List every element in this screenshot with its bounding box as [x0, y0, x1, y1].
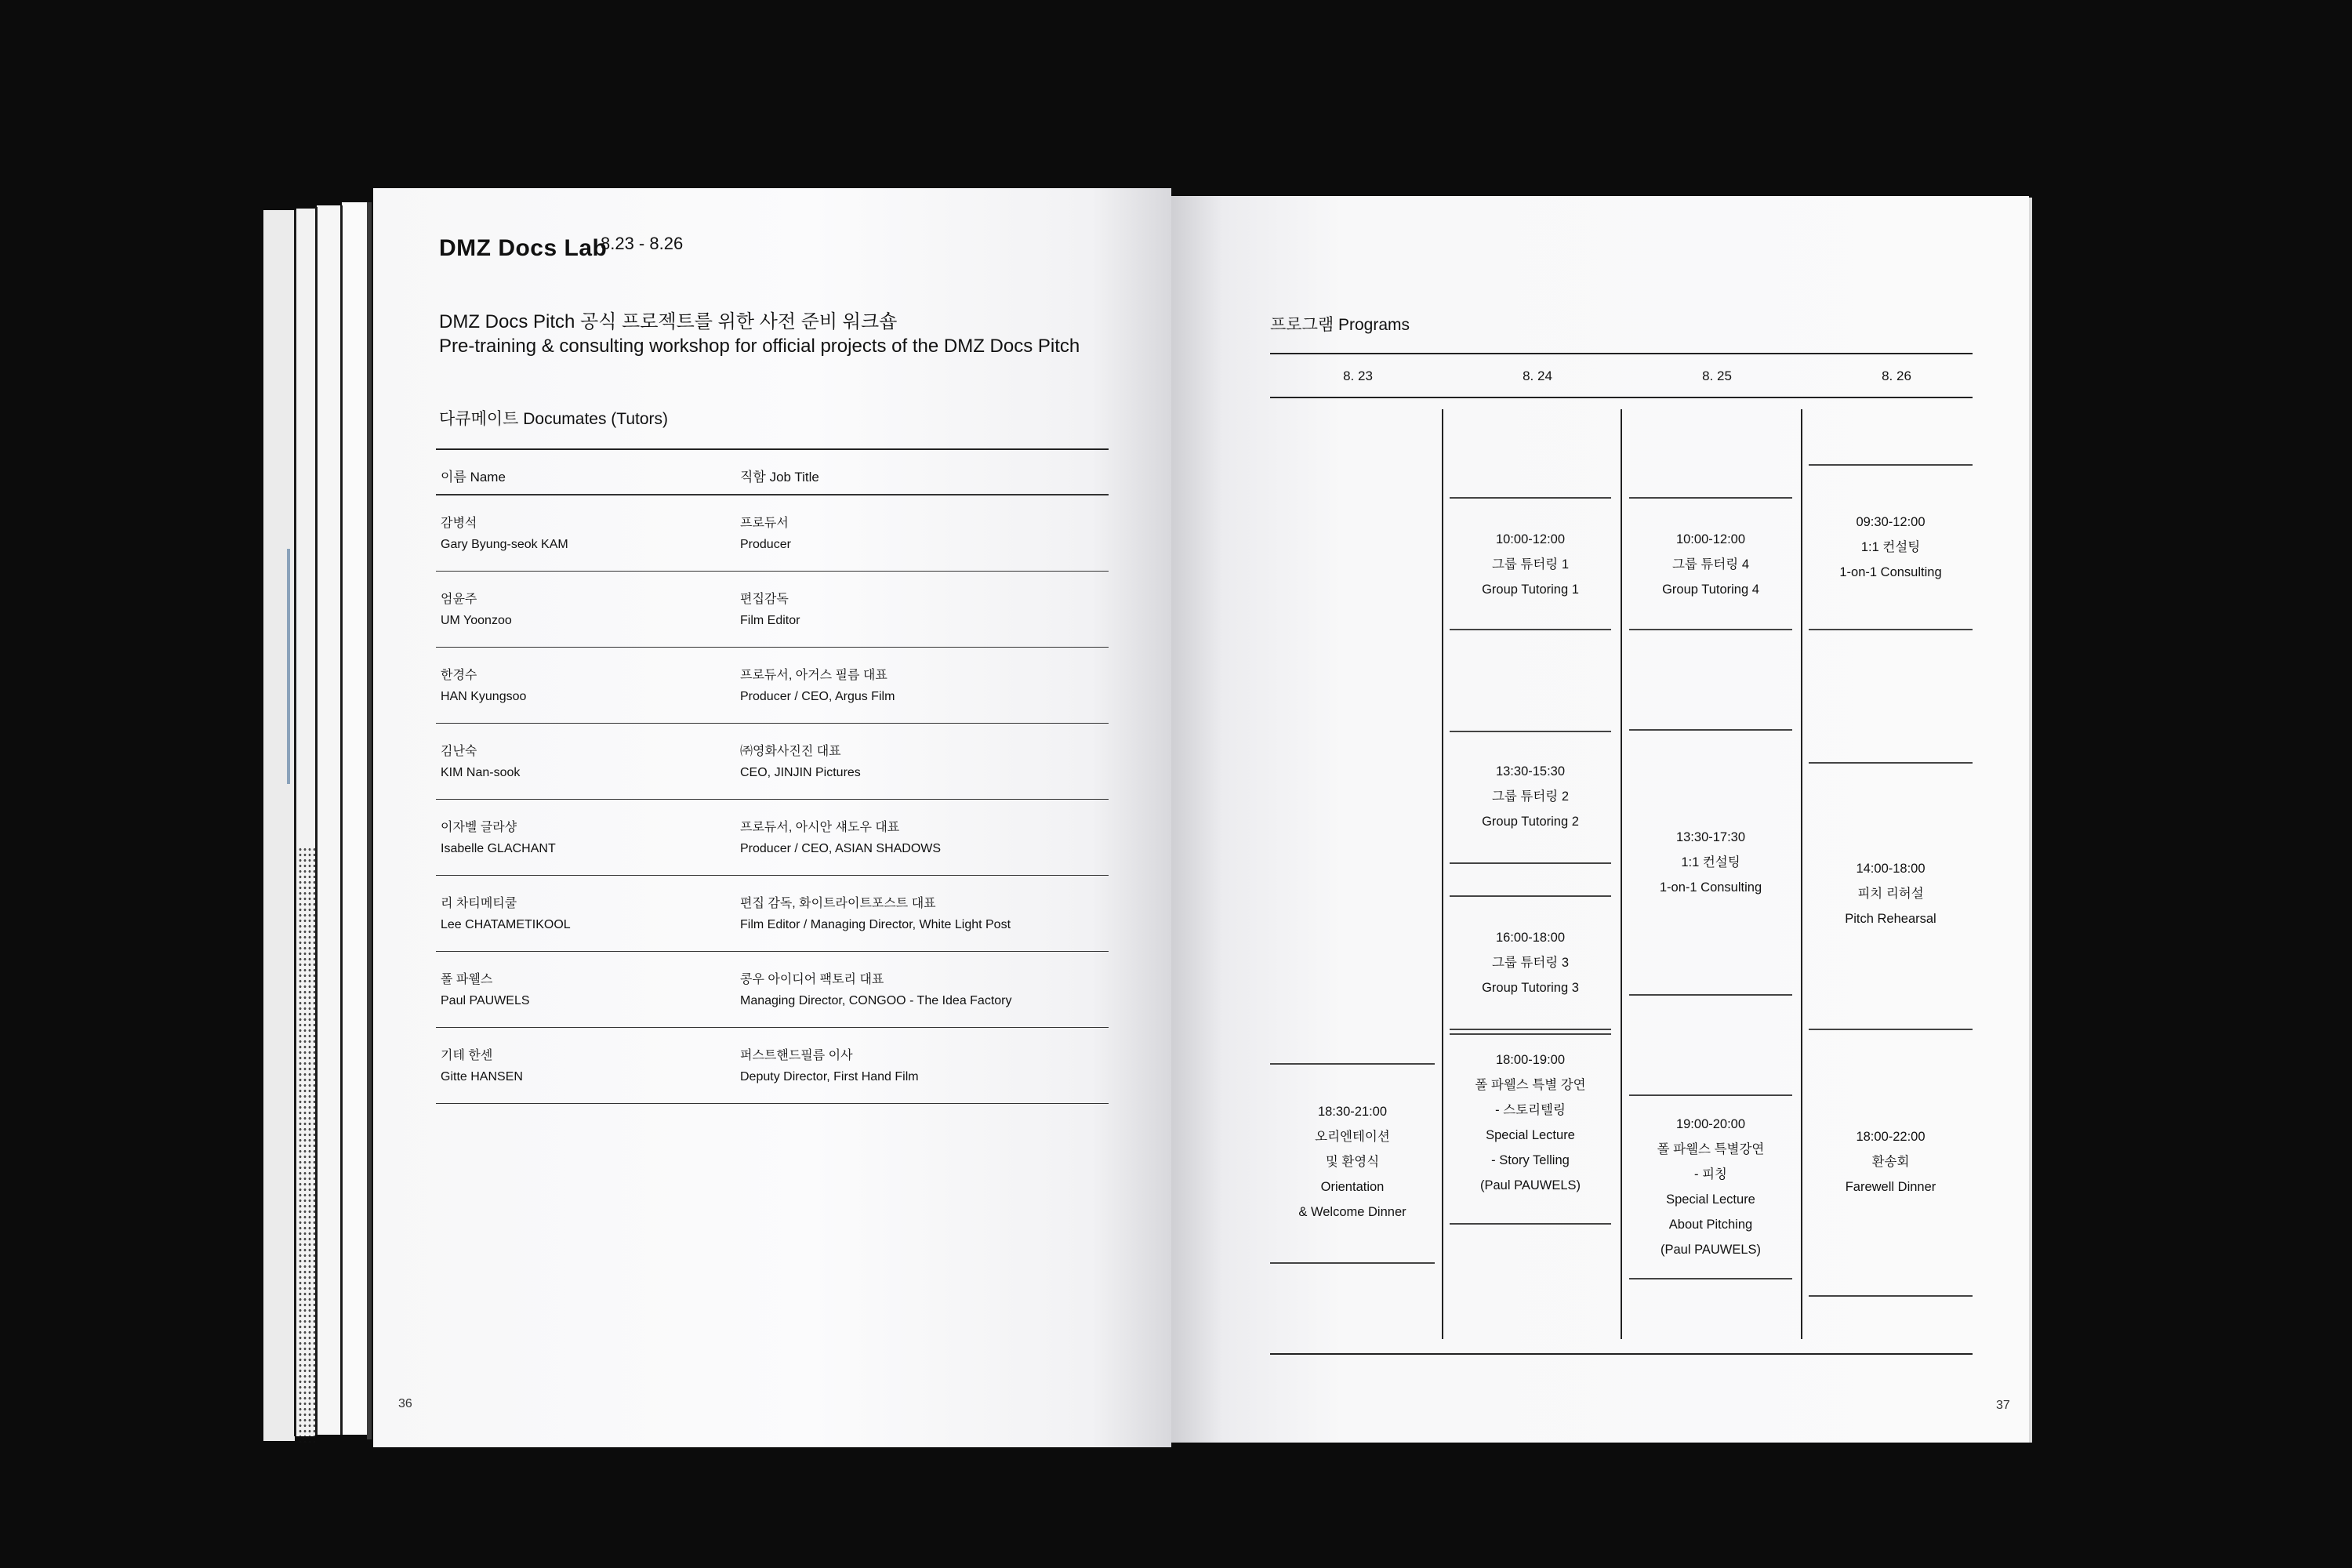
block-rule	[1809, 1295, 1973, 1297]
schedule-block-orientation	[1270, 1099, 1435, 1225]
tutor-name-en: Gary Byung-seok KAM	[441, 537, 568, 551]
section-title-tutors: 다큐메이트 Documates (Tutors)	[439, 410, 669, 428]
schedule-block-consulting-2	[1809, 510, 1973, 585]
column-divider	[1621, 409, 1622, 1339]
header-name: 이름 Name	[441, 470, 506, 485]
column-divider	[1801, 409, 1802, 1339]
tutor-title-ko: 퍼스트핸드필름 이사	[740, 1048, 853, 1062]
block-time: 14:00-18:00	[1856, 862, 1926, 876]
block-rule	[1450, 1223, 1611, 1225]
block-label-en: Orientation	[1320, 1180, 1385, 1194]
block-label-ko: 그룹 튜터링 3	[1491, 956, 1570, 970]
page-stack-edge	[263, 210, 295, 1441]
block-time: 10:00-12:00	[1675, 532, 1746, 546]
tutor-name-ko: 엄윤주	[441, 592, 477, 606]
page-edge-pattern	[298, 847, 315, 1443]
subtitle-english: Pre-training & consulting workshop for official projects of the DMZ Docs Pitch	[439, 336, 1080, 357]
event-date: 8.23 - 8.26	[601, 234, 684, 253]
page-edge-right	[2029, 198, 2032, 1443]
schedule-block-group-tutoring-3	[1450, 925, 1611, 1000]
tutor-title-en: Film Editor / Managing Director, White Light Post	[740, 917, 1011, 931]
block-label-ko: - 스토리텔링	[1495, 1103, 1566, 1117]
block-rule	[1270, 1262, 1435, 1264]
schedule-block-special-lecture-pitching	[1629, 1112, 1792, 1262]
tutor-title-en: Deputy Director, First Hand Film	[740, 1069, 919, 1083]
block-label-ko: 1:1 컨설팅	[1860, 540, 1921, 554]
block-time: 19:00-20:00	[1675, 1117, 1746, 1131]
table-row	[436, 495, 1109, 572]
block-label-ko: 환송회	[1871, 1155, 1910, 1169]
tutor-title-en: CEO, JINJIN Pictures	[740, 765, 861, 779]
block-label-en: (Paul PAUWELS)	[1660, 1243, 1762, 1257]
block-label-en: - Story Telling	[1491, 1153, 1570, 1167]
block-rule	[1629, 994, 1792, 996]
table-row	[436, 952, 1109, 1028]
block-label-en: Group Tutoring 2	[1482, 815, 1579, 829]
block-label-ko: 그룹 튜터링 1	[1491, 557, 1570, 572]
block-label-ko: 폴 파웰스 특별강연	[1657, 1142, 1765, 1156]
block-rule	[1450, 497, 1611, 499]
tutor-title-ko: 콩우 아이디어 팩토리 대표	[740, 972, 884, 986]
tutor-name-en: UM Yoonzoo	[441, 613, 512, 627]
block-rule	[1450, 1033, 1611, 1035]
schedule-block-special-lecture-storytelling	[1450, 1047, 1611, 1198]
block-label-ko: 오리엔테이션	[1315, 1130, 1390, 1144]
table-row	[436, 724, 1109, 800]
tutor-name-ko: 기테 한센	[441, 1048, 493, 1062]
tutor-name-ko: 리 차티메티쿨	[441, 896, 517, 910]
tutor-name-en: KIM Nan-sook	[441, 765, 521, 779]
page-edge-tint	[287, 549, 290, 784]
tutor-title-ko: 프로듀서, 아시안 섀도우 대표	[740, 820, 900, 834]
block-label-en: Pitch Rehearsal	[1845, 912, 1936, 926]
table-row	[436, 800, 1109, 876]
tutor-title-ko: 프로듀서, 아거스 필름 대표	[740, 668, 887, 682]
block-label-ko: 및 환영식	[1325, 1155, 1380, 1169]
tutor-name-en: HAN Kyungsoo	[441, 689, 527, 703]
block-label-en: Special Lecture	[1486, 1128, 1575, 1142]
page-number-right: 37	[1996, 1399, 2010, 1412]
block-rule	[1450, 1029, 1611, 1030]
schedule-block-consulting	[1629, 825, 1792, 900]
block-rule	[1629, 1094, 1792, 1096]
tutor-title-en: Film Editor	[740, 613, 800, 627]
schedule-block-pitch-rehearsal	[1809, 856, 1973, 931]
schedule-block-farewell-dinner	[1809, 1124, 1973, 1200]
page-stack-edge	[342, 202, 368, 1435]
section-title-programs: 프로그램 Programs	[1270, 316, 1410, 334]
schedule-header-rule	[1270, 397, 1973, 398]
day-header: 8. 25	[1702, 368, 1732, 383]
block-rule	[1629, 729, 1792, 731]
table-header	[436, 450, 1109, 494]
block-rule	[1809, 464, 1973, 466]
tutor-name-en: Lee CHATAMETIKOOL	[441, 917, 571, 931]
tutor-name-en: Isabelle GLACHANT	[441, 841, 556, 855]
page-number-left: 36	[398, 1397, 412, 1410]
block-label-en: Group Tutoring 4	[1662, 583, 1759, 597]
page-edge-line	[294, 210, 296, 1436]
block-rule	[1629, 497, 1792, 499]
block-time: 18:00-19:00	[1495, 1053, 1566, 1067]
day-header: 8. 23	[1343, 368, 1373, 383]
block-rule	[1809, 762, 1973, 764]
block-rule	[1450, 629, 1611, 630]
block-label-ko: 그룹 튜터링 2	[1491, 789, 1570, 804]
schedule-block-group-tutoring-1	[1450, 527, 1611, 602]
tutor-title-en: Managing Director, CONGOO - The Idea Factory	[740, 993, 1012, 1007]
block-time: 10:00-12:00	[1495, 532, 1566, 546]
tutor-name-en: Gitte HANSEN	[441, 1069, 523, 1083]
block-label-en: Farewell Dinner	[1845, 1180, 1936, 1194]
block-label-ko: 폴 파웰스 특별 강연	[1475, 1078, 1586, 1092]
tutor-title-en: Producer	[740, 537, 791, 551]
day-header: 8. 26	[1882, 368, 1911, 383]
block-rule	[1809, 1029, 1973, 1030]
page-edge-line	[340, 205, 343, 1435]
block-rule	[1629, 1278, 1792, 1279]
page-title: DMZ Docs Lab	[439, 235, 608, 261]
day-header: 8. 24	[1523, 368, 1552, 383]
tutor-title-ko: 편집 감독, 화이트라이트포스트 대표	[740, 896, 936, 910]
block-rule	[1450, 731, 1611, 732]
block-label-en: 1-on-1 Consulting	[1659, 880, 1762, 895]
table-row	[436, 876, 1109, 952]
block-label-ko: - 피칭	[1694, 1167, 1727, 1181]
block-time: 18:30-21:00	[1317, 1105, 1388, 1119]
tutor-name-en: Paul PAUWELS	[441, 993, 530, 1007]
tutor-title-ko: 프로듀서	[740, 516, 789, 530]
subtitle-korean: DMZ Docs Pitch 공식 프로젝트를 위한 사전 준비 워크숍	[439, 311, 898, 332]
table-row	[436, 648, 1109, 724]
block-label-ko: 그룹 튜터링 4	[1671, 557, 1750, 572]
column-divider	[1442, 409, 1443, 1339]
tutor-name-ko: 감병석	[441, 516, 477, 530]
block-label-en: About Pitching	[1668, 1218, 1753, 1232]
table-row	[436, 1028, 1109, 1104]
header-job-title: 직함 Job Title	[740, 470, 819, 485]
block-time: 16:00-18:00	[1495, 931, 1566, 945]
block-label-en: 1-on-1 Consulting	[1839, 565, 1942, 579]
tutor-name-ko: 한경수	[441, 668, 477, 682]
tutor-name-ko: 김난숙	[441, 744, 477, 758]
block-label-en: Group Tutoring 1	[1482, 583, 1579, 597]
tutor-title-en: Producer / CEO, Argus Film	[740, 689, 895, 703]
block-label-en: & Welcome Dinner	[1298, 1205, 1406, 1219]
tutors-table	[436, 448, 1109, 1104]
schedule-top-rule	[1270, 353, 1973, 354]
page-stack-edge	[317, 205, 340, 1435]
tutor-name-ko: 이자벨 글라샹	[441, 820, 517, 834]
block-rule	[1270, 1063, 1435, 1065]
block-time: 13:30-15:30	[1495, 764, 1566, 779]
block-rule	[1450, 895, 1611, 897]
block-time: 13:30-17:30	[1675, 830, 1746, 844]
page-edge-line	[315, 207, 318, 1435]
schedule-block-group-tutoring-4	[1629, 527, 1792, 602]
schedule-grid	[1270, 353, 1973, 1355]
tutor-title-ko: 편집감독	[740, 592, 789, 606]
block-label-ko: 피치 리허설	[1857, 887, 1924, 901]
table-row	[436, 572, 1109, 648]
block-rule	[1450, 862, 1611, 864]
tutor-title-en: Producer / CEO, ASIAN SHADOWS	[740, 841, 942, 855]
schedule-bottom-rule	[1270, 1353, 1973, 1355]
tutor-name-ko: 폴 파웰스	[441, 972, 493, 986]
page-edge-line	[367, 202, 372, 1439]
block-time: 18:00-22:00	[1856, 1130, 1926, 1144]
block-time: 09:30-12:00	[1856, 515, 1926, 529]
block-label-en: Group Tutoring 3	[1482, 981, 1579, 995]
block-label-en: (Paul PAUWELS)	[1479, 1178, 1581, 1192]
schedule-block-group-tutoring-2	[1450, 759, 1611, 834]
block-label-ko: 1:1 컨설팅	[1681, 855, 1740, 869]
block-rule	[1629, 629, 1792, 630]
block-rule	[1809, 629, 1973, 630]
tutor-title-ko: ㈜영화사진진 대표	[740, 744, 841, 758]
block-label-en: Special Lecture	[1666, 1192, 1755, 1207]
